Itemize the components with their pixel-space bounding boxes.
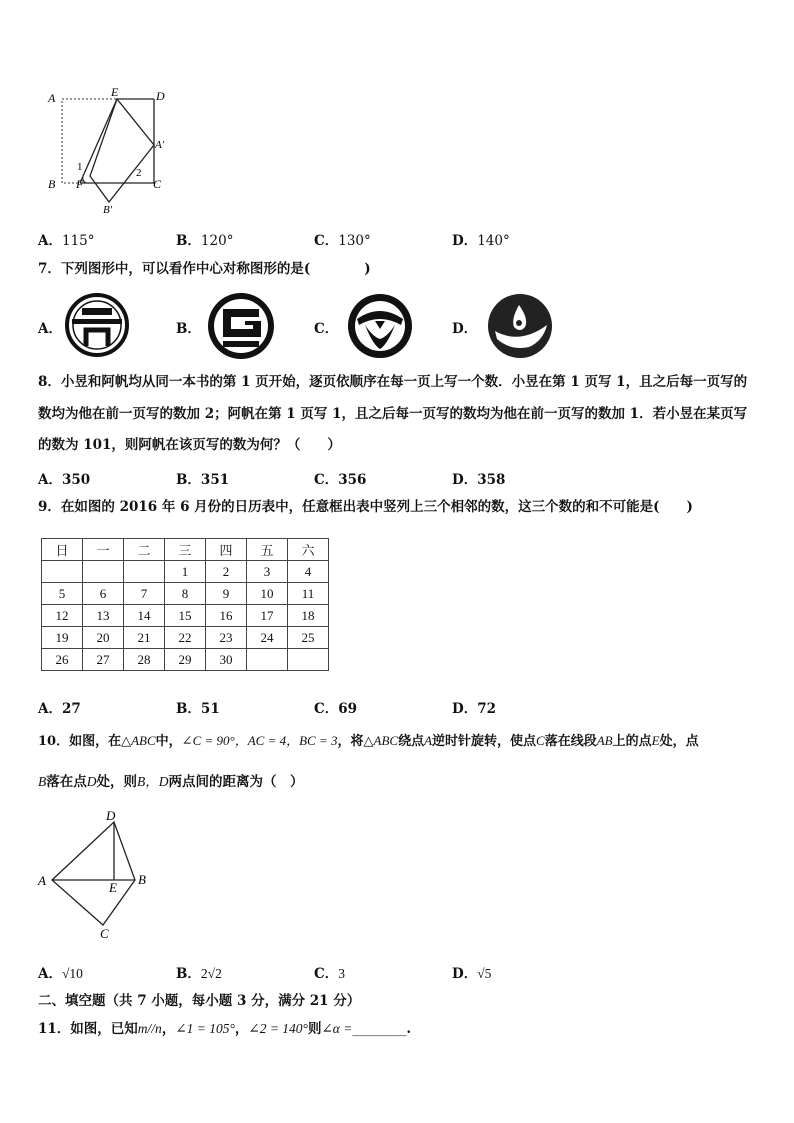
calendar-cell: 9 (206, 583, 247, 605)
calendar-cell: 29 (165, 649, 206, 671)
calendar-header-cell: 一 (83, 539, 124, 561)
calendar-cell: 1 (165, 561, 206, 583)
text-run: 落在线段 (544, 734, 597, 749)
option-letter: C． (314, 472, 339, 488)
fig10-label-c: C (100, 926, 109, 941)
calendar-cell: 15 (165, 605, 206, 627)
calendar-header-cell: 二 (124, 539, 165, 561)
option-letter: C． (314, 321, 339, 337)
option-letter: A． (38, 701, 62, 717)
fig10-label-d: D (106, 808, 116, 823)
math-point: D (86, 774, 97, 789)
math-triangle: △ABC (363, 733, 399, 748)
q7-option-d (452, 317, 477, 337)
calendar-header-cell: 三 (165, 539, 206, 561)
q6-option-b (176, 229, 233, 249)
calendar-header-cell: 六 (288, 539, 329, 561)
fig6-label-d: D (156, 89, 165, 103)
fig6-label-1: 1 (77, 161, 83, 173)
option-value: 2√2 (200, 966, 222, 981)
q6-figure (40, 84, 180, 214)
fig6-label-f: F (76, 177, 84, 191)
math-point: B (38, 774, 47, 789)
q10-stem-line-2 (38, 774, 304, 790)
option-value: √5 (477, 966, 492, 981)
calendar-cell: 5 (42, 583, 83, 605)
calendar-cell: 3 (247, 561, 288, 583)
calendar-cell: 8 (165, 583, 206, 605)
calendar-cell: 7 (124, 583, 165, 605)
q7-emblem-c (345, 291, 415, 361)
math-point: A (424, 733, 433, 748)
q8-stem-line-2: 数均为他在前一页写的数加 2；阿帆在第 1 页写 1，且之后每一页写的数均为他在前一页写的数加 1．若小昱在某页写 (38, 406, 748, 422)
q10-option-b (176, 962, 222, 982)
fig6-label-c: C (153, 177, 162, 191)
calendar-row (42, 561, 329, 583)
calendar-cell: 14 (124, 605, 165, 627)
q9-option-a (38, 697, 81, 717)
q8-option-a (38, 468, 90, 488)
calendar-header-cell: 四 (206, 539, 247, 561)
calendar-cell: 24 (247, 627, 288, 649)
fig6-label-a-prime: A' (155, 139, 165, 151)
q7-emblem-d (485, 291, 555, 361)
calendar-cell: 10 (247, 583, 288, 605)
q7-option-b (176, 317, 201, 337)
math-point: E (651, 733, 660, 748)
option-letter: A． (38, 233, 62, 249)
calendar-header-cell: 日 (42, 539, 83, 561)
calendar-cell: 22 (165, 627, 206, 649)
q8-option-b (176, 468, 229, 488)
calendar-cell (42, 561, 83, 583)
option-value: 51 (200, 701, 220, 717)
text-run: 11．如图，已知 (38, 1021, 138, 1037)
option-value: 69 (338, 701, 358, 717)
calendar-cell: 17 (247, 605, 288, 627)
calendar-cell: 26 (42, 649, 83, 671)
fig10-label-e: E (109, 880, 117, 895)
option-letter: C． (314, 233, 339, 249)
math-angle-2: ∠2 = 140° (248, 1021, 308, 1036)
option-value: √10 (61, 966, 83, 981)
option-value: 120° (200, 233, 234, 249)
math-point: C (536, 733, 545, 748)
option-letter: C． (314, 966, 339, 982)
calendar-cell (124, 561, 165, 583)
math-segment: AB (596, 733, 613, 748)
text-run: ， (161, 1021, 176, 1037)
q7-emblem-b (205, 291, 277, 361)
q9-option-c (314, 697, 357, 717)
text-run: 处，点 (659, 734, 699, 749)
text-run: . (406, 1021, 412, 1037)
option-letter: B． (176, 472, 201, 488)
option-letter: D． (452, 966, 478, 982)
q8-stem-line-1: 8．小昱和阿帆均从同一本书的第 1 页开始，逐页依顺序在每一页上写一个数．小昱在第 1 页写 1，且之后每一页写的 (38, 374, 748, 390)
option-value: 3 (338, 966, 345, 981)
option-value: 72 (477, 701, 497, 717)
q6-option-a (38, 229, 95, 249)
math-parallel: m//n (137, 1021, 162, 1036)
option-letter: D． (452, 233, 478, 249)
text-run: ，将 (337, 734, 364, 749)
q11-stem (38, 1021, 411, 1037)
q8-option-c (314, 468, 366, 488)
calendar-cell: 19 (42, 627, 83, 649)
text-run: 两点间的距离为（ ） (168, 774, 304, 790)
option-value: 140° (477, 233, 510, 249)
option-letter: C． (314, 701, 339, 717)
calendar-cell: 18 (288, 605, 329, 627)
fig6-label-e: E (111, 85, 119, 99)
calendar-header-row (42, 539, 329, 561)
text-run: 则 (307, 1021, 322, 1037)
option-value: 358 (477, 472, 506, 488)
q9-option-b (176, 697, 220, 717)
section-heading: 二、填空题（共 7 小题，每小题 3 分，满分 21 分） (38, 993, 361, 1009)
fig6-label-a: A (48, 91, 56, 105)
text-run: 落在点 (46, 774, 87, 790)
math-angle-1: ∠1 = 105° (175, 1021, 235, 1036)
calendar-cell: 13 (83, 605, 124, 627)
calendar-table (41, 538, 329, 671)
text-run: 上的点 (612, 734, 652, 749)
text-run: 中， (155, 734, 182, 749)
text-run: 10．如图，在 (38, 734, 122, 749)
option-letter: D． (452, 321, 478, 337)
option-letter: A． (38, 321, 62, 337)
option-value: 351 (200, 472, 230, 488)
text-run: 绕点 (398, 734, 425, 749)
option-letter: B． (176, 701, 201, 717)
q10-option-c (314, 962, 345, 982)
q10-option-d (452, 962, 491, 982)
q9-stem: 9．在如图的 2016 年 6 月份的日历表中，任意框出表中竖列上三个相邻的数，这三个数的和不可能是( ) (38, 499, 693, 515)
option-letter: A． (38, 472, 62, 488)
q9-option-d (452, 697, 496, 717)
q7-option-a (38, 317, 62, 337)
fig6-label-b-prime: B' (103, 204, 113, 214)
math-points: B，D (137, 774, 169, 789)
option-letter: D． (452, 701, 478, 717)
option-letter: B． (176, 966, 201, 982)
calendar-cell: 27 (83, 649, 124, 671)
math-triangle: △ABC (121, 733, 156, 748)
math-conditions: ∠C = 90°，AC = 4，BC = 3 (181, 733, 338, 748)
q7-emblem-a (64, 292, 130, 358)
calendar-cell: 12 (42, 605, 83, 627)
calendar-cell: 11 (288, 583, 329, 605)
q6-option-d (452, 229, 510, 249)
calendar-row (42, 583, 329, 605)
calendar-cell: 20 (83, 627, 124, 649)
fig10-label-b: B (138, 872, 146, 887)
q10-option-a (38, 962, 83, 982)
calendar-cell: 16 (206, 605, 247, 627)
q6-option-c (314, 229, 371, 249)
calendar-row (42, 649, 329, 671)
q7-option-c (314, 317, 338, 337)
calendar-row (42, 605, 329, 627)
q10-stem-line-1 (38, 733, 699, 750)
calendar-row (42, 627, 329, 649)
calendar-cell: 4 (288, 561, 329, 583)
option-value: 350 (61, 472, 91, 488)
calendar-cell (288, 649, 329, 671)
calendar-cell: 25 (288, 627, 329, 649)
q8-stem-line-3: 的数为 101，则阿帆在该页写的数为何？（ ） (38, 437, 341, 453)
math-angle-alpha: ∠α = (321, 1021, 353, 1036)
calendar-cell: 28 (124, 649, 165, 671)
calendar-cell: 30 (206, 649, 247, 671)
option-value: 27 (61, 701, 81, 717)
text-run: ， (234, 1021, 249, 1037)
option-letter: D． (452, 472, 478, 488)
option-value: 356 (338, 472, 367, 488)
calendar-cell (247, 649, 288, 671)
calendar-cell: 21 (124, 627, 165, 649)
fig10-label-a: A (38, 873, 46, 888)
calendar-cell (83, 561, 124, 583)
option-letter: B． (176, 321, 201, 337)
calendar-cell: 2 (206, 561, 247, 583)
calendar-cell: 23 (206, 627, 247, 649)
q7-stem: 7．下列图形中，可以看作中心对称图形的是( ) (38, 261, 371, 277)
option-value: 130° (338, 233, 371, 249)
q8-option-d (452, 468, 505, 488)
fig6-label-2: 2 (136, 167, 142, 179)
fig6-label-b: B (48, 177, 56, 191)
option-letter: A． (38, 966, 62, 982)
text-run: 处，则 (96, 774, 137, 790)
answer-blank[interactable]: ________ (352, 1021, 407, 1037)
calendar-header-cell: 五 (247, 539, 288, 561)
q10-figure (34, 806, 164, 942)
option-letter: B． (176, 233, 201, 249)
calendar-cell: 6 (83, 583, 124, 605)
option-value: 115° (61, 233, 95, 249)
text-run: 逆时针旋转，使点 (432, 734, 537, 749)
